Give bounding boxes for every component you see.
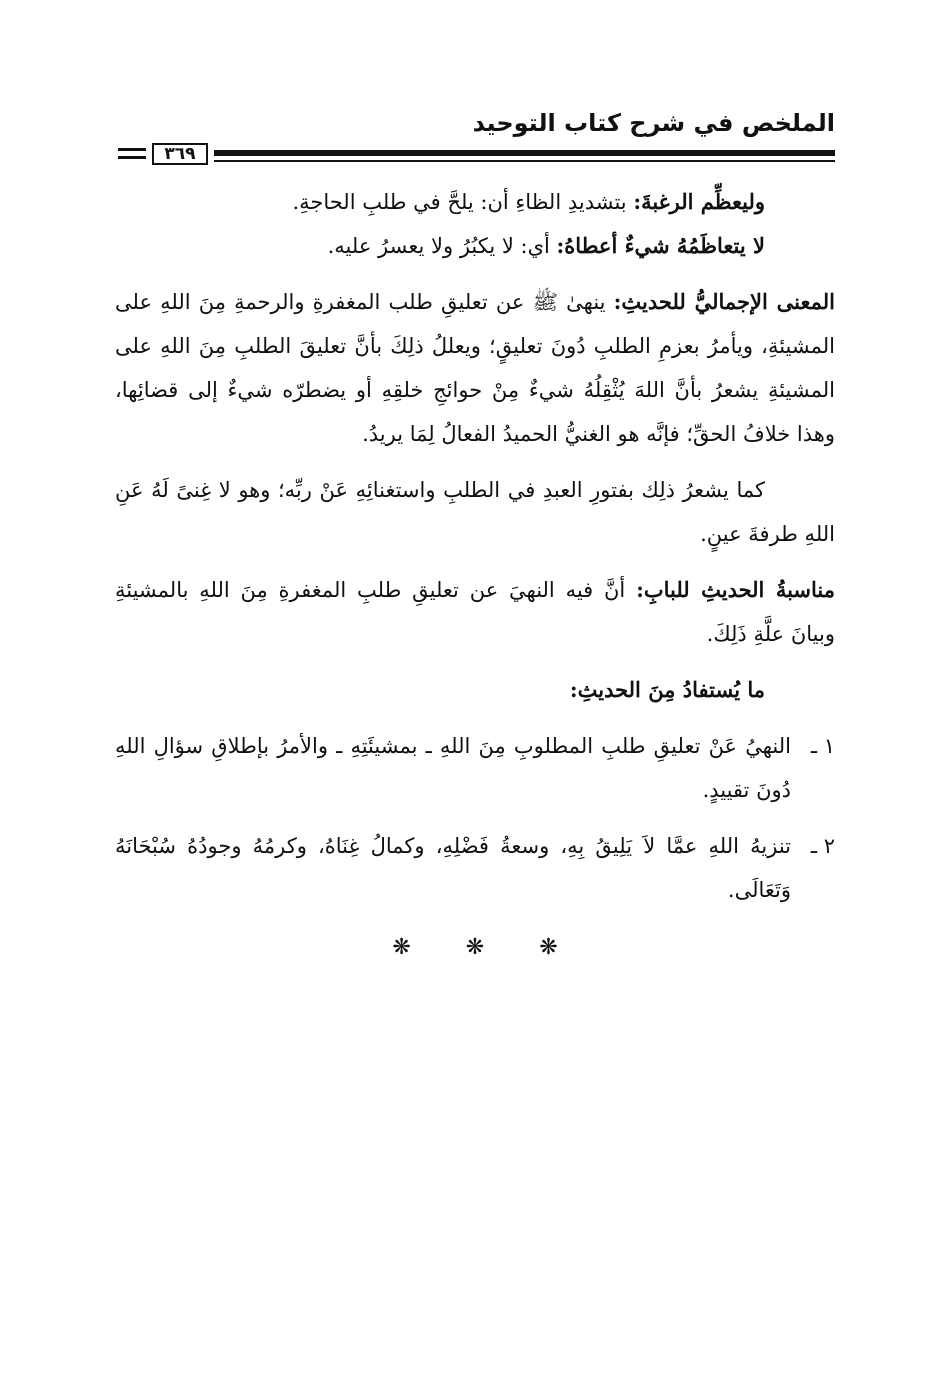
section-label: مناسبةُ الحديثِ للبابِ: bbox=[636, 577, 835, 602]
section-text: أنَّ فيه النهيَ عن تعليقِ طلبِ المغفرةِ مِنَ اللهِ بالمشيئةِ وبيانَ علَّةِ ذَلِكَ. bbox=[115, 578, 835, 646]
glossary-entry-2 bbox=[115, 224, 835, 268]
page-body bbox=[115, 180, 835, 970]
glossary-definition: بتشديدِ الظاءِ أن: يلحَّ في طلبِ الحاجةِ. bbox=[292, 190, 634, 214]
list-item bbox=[115, 824, 835, 912]
section-text: ينهىٰ ﷺ عن تعليقِ طلب المغفرةِ والرحمةِ مِنَ اللهِ على المشيئةِ، ويأمرُ بعزمِ الطلبِ دُونَ تعليقٍ؛ ويعللُ ذلِكَ بأنَّ تعليقَ الطلبِ مِنَ اللهِ على المشيئةِ يشعرُ بأنَّ اللهَ يُثْقِلُهُ شيءٌ مِنْ حوائجِ خلقِهِ أو يضطرّه شيءٌ إلى قضائِها، وهذا خلافُ الحقِّ؛ فإنَّه هو الغنيُّ الحميدُ الفعالُ لِمَا يريدُ. bbox=[115, 290, 835, 446]
section-label: المعنى الإجماليُّ للحديثِ: bbox=[613, 289, 835, 314]
section-separator: ❋ ❋ ❋ bbox=[392, 935, 582, 960]
glossary-term: وليعظِّم الرغبةَ: bbox=[633, 189, 765, 214]
benefits-heading: ما يُستفادُ مِنَ الحديثِ: bbox=[569, 677, 765, 702]
header-dash-top bbox=[118, 148, 146, 151]
glossary-definition: أي: لا يكبُرُ ولا يعسرُ عليه. bbox=[327, 234, 557, 258]
list-item-number: ١ ـ bbox=[810, 734, 835, 758]
list-item-text: النهيُ عَنْ تعليقِ طلبِ المطلوبِ مِنَ اللهِ ـ بمشيئَتِهِ ـ والأمرُ بإطلاقِ سؤالِ اللهِ دُونَ تقييدٍ. bbox=[115, 734, 791, 802]
relevance-paragraph bbox=[115, 568, 835, 656]
list-item bbox=[115, 724, 835, 812]
general-meaning-paragraph bbox=[115, 280, 835, 456]
general-meaning-continuation: كما يشعرُ ذلِك بفتورِ العبدِ في الطلبِ واستغنائِهِ عَنْ ربِّه؛ وهو لا غِنىً لَهُ عَنِ اللهِ طرفةَ عينٍ. bbox=[115, 478, 835, 546]
header-dash-bottom bbox=[118, 156, 146, 159]
glossary-term: لا يتعاظَمُهُ شيءٌ أعطاهُ: bbox=[556, 233, 765, 258]
list-item-text: تنزيهُ اللهِ عمَّا لاَ يَلِيقُ بِهِ، وسعةُ فَضْلِهِ، وكمالُ غِنَاهُ، وكرمُهُ وجودُهُ سُبْحَانَهُ وَتَعَالَى. bbox=[115, 834, 791, 902]
running-title: الملخص في شرح كتاب التوحيد bbox=[472, 109, 835, 137]
list-item-number: ٢ ـ bbox=[810, 834, 835, 858]
header-rule-thick bbox=[214, 150, 835, 156]
glossary-entry-1 bbox=[115, 180, 835, 224]
page-number: ٣٦٩ bbox=[152, 143, 208, 165]
header-rule-thin bbox=[214, 160, 835, 162]
